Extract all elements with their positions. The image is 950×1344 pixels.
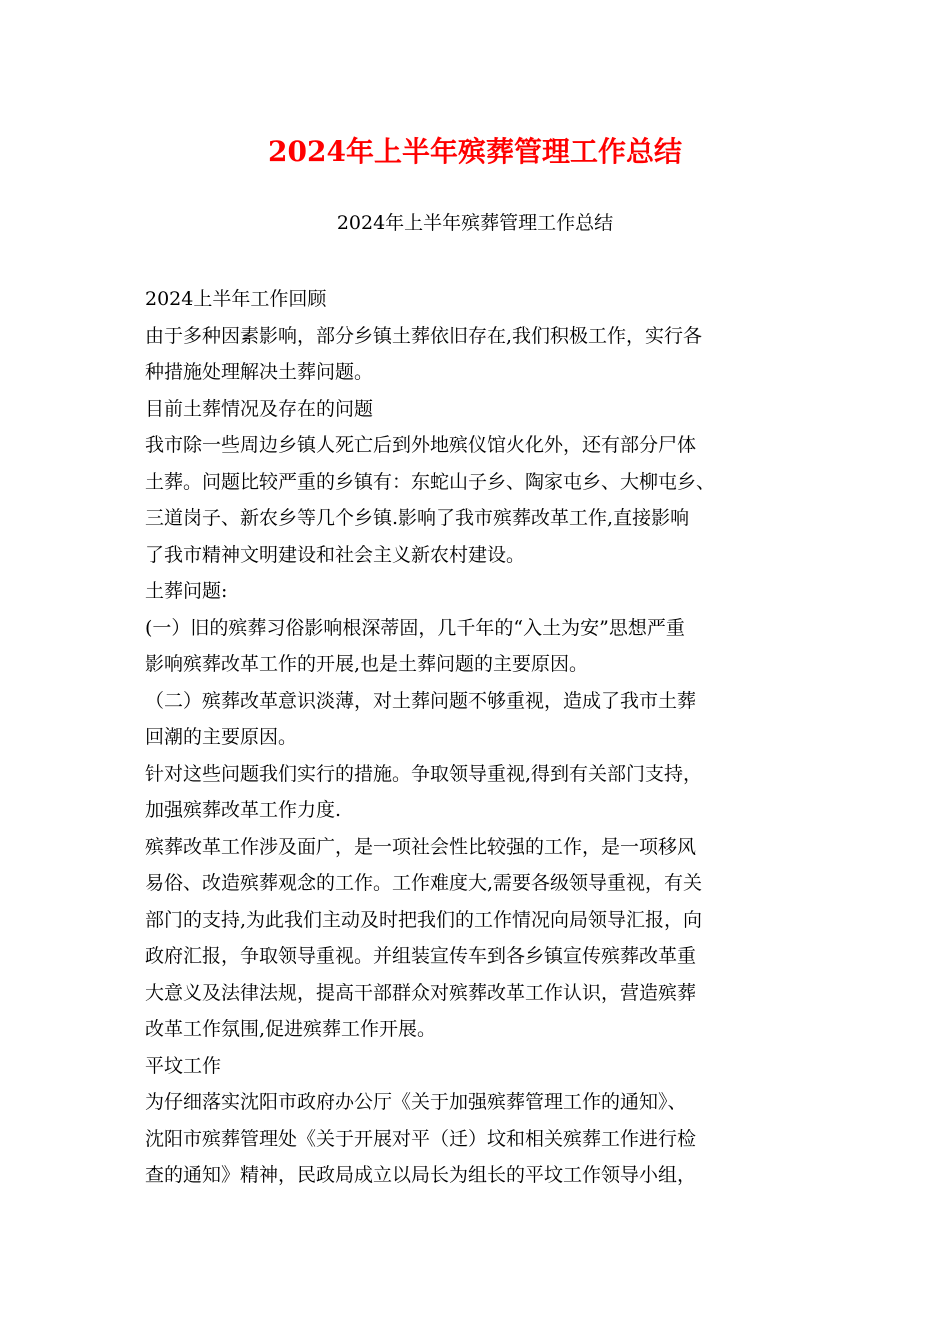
body-line: 2024上半年工作回顾 xyxy=(145,288,327,310)
body-line: 查的通知》精神，民政局成立以局长为组长的平坟工作领导小组， xyxy=(145,1164,697,1186)
document-subtitle: 2024年上半年殡葬管理工作总结 xyxy=(336,212,614,234)
body-line: 影响殡葬改革工作的开展,也是土葬问题的主要原因。 xyxy=(145,653,589,675)
body-line: 加强殡葬改革工作力度. xyxy=(145,799,342,821)
body-line: 土葬问题: xyxy=(145,580,228,602)
body-line: 针对这些问题我们实行的措施。争取领导重视,得到有关部门支持， xyxy=(145,762,703,785)
document-title: 2024年上半年殡葬管理工作总结 xyxy=(268,135,682,168)
body-line: 改革工作氛围,促进殡葬工作开展。 xyxy=(145,1018,437,1040)
body-line: （二）殡葬改革意识淡薄，对土葬问题不够重视，造成了我市土葬 xyxy=(145,689,697,712)
body-line: 种措施处理解决土葬问题。 xyxy=(145,361,374,383)
body-line: 政府汇报，争取领导重视。并组装宣传车到各乡镇宣传殡葬改革重 xyxy=(145,945,697,967)
body-line: 易俗、改造殡葬观念的工作。工作难度大,需要各级领导重视，有关 xyxy=(145,872,703,894)
body-line: 我市除一些周边乡镇人死亡后到外地殡仪馆火化外，还有部分尸体 xyxy=(145,434,697,456)
body-line: 平坟工作 xyxy=(145,1054,222,1077)
body-line: 回潮的主要原因。 xyxy=(145,726,298,748)
body-line: 由于多种因素影响，部分乡镇土葬依旧存在,我们积极工作，实行各 xyxy=(145,324,703,347)
document-body xyxy=(145,281,835,1194)
body-line: 为仔细落实沈阳市政府办公厅《关于加强殡葬管理工作的通知》、 xyxy=(145,1091,687,1113)
body-line: 三道岗子、新农乡等几个乡镇.影响了我市殡葬改革工作,直接影响 xyxy=(145,507,690,529)
body-line: 殡葬改革工作涉及面广，是一项社会性比较强的工作，是一项移风 xyxy=(145,835,697,858)
body-line: (一）旧的殡葬习俗影响根深蒂固，几千年的“入土为安”思想严重 xyxy=(145,616,685,639)
body-line: 大意义及法律法规，提高干部群众对殡葬改革工作认识，营造殡葬 xyxy=(145,981,697,1004)
body-line: 土葬。问题比较严重的乡镇有：东蛇山子乡、陶家屯乡、大柳屯乡、 xyxy=(145,470,716,493)
body-line: 目前土葬情况及存在的问题 xyxy=(145,397,374,420)
body-line: 沈阳市殡葬管理处《关于开展对平（迁）坟和相关殡葬工作进行检 xyxy=(145,1127,697,1150)
body-line: 了我市精神文明建设和社会主义新农村建设。 xyxy=(145,543,526,566)
body-line: 部门的支持,为此我们主动及时把我们的工作情况向局领导汇报，向 xyxy=(145,908,703,931)
